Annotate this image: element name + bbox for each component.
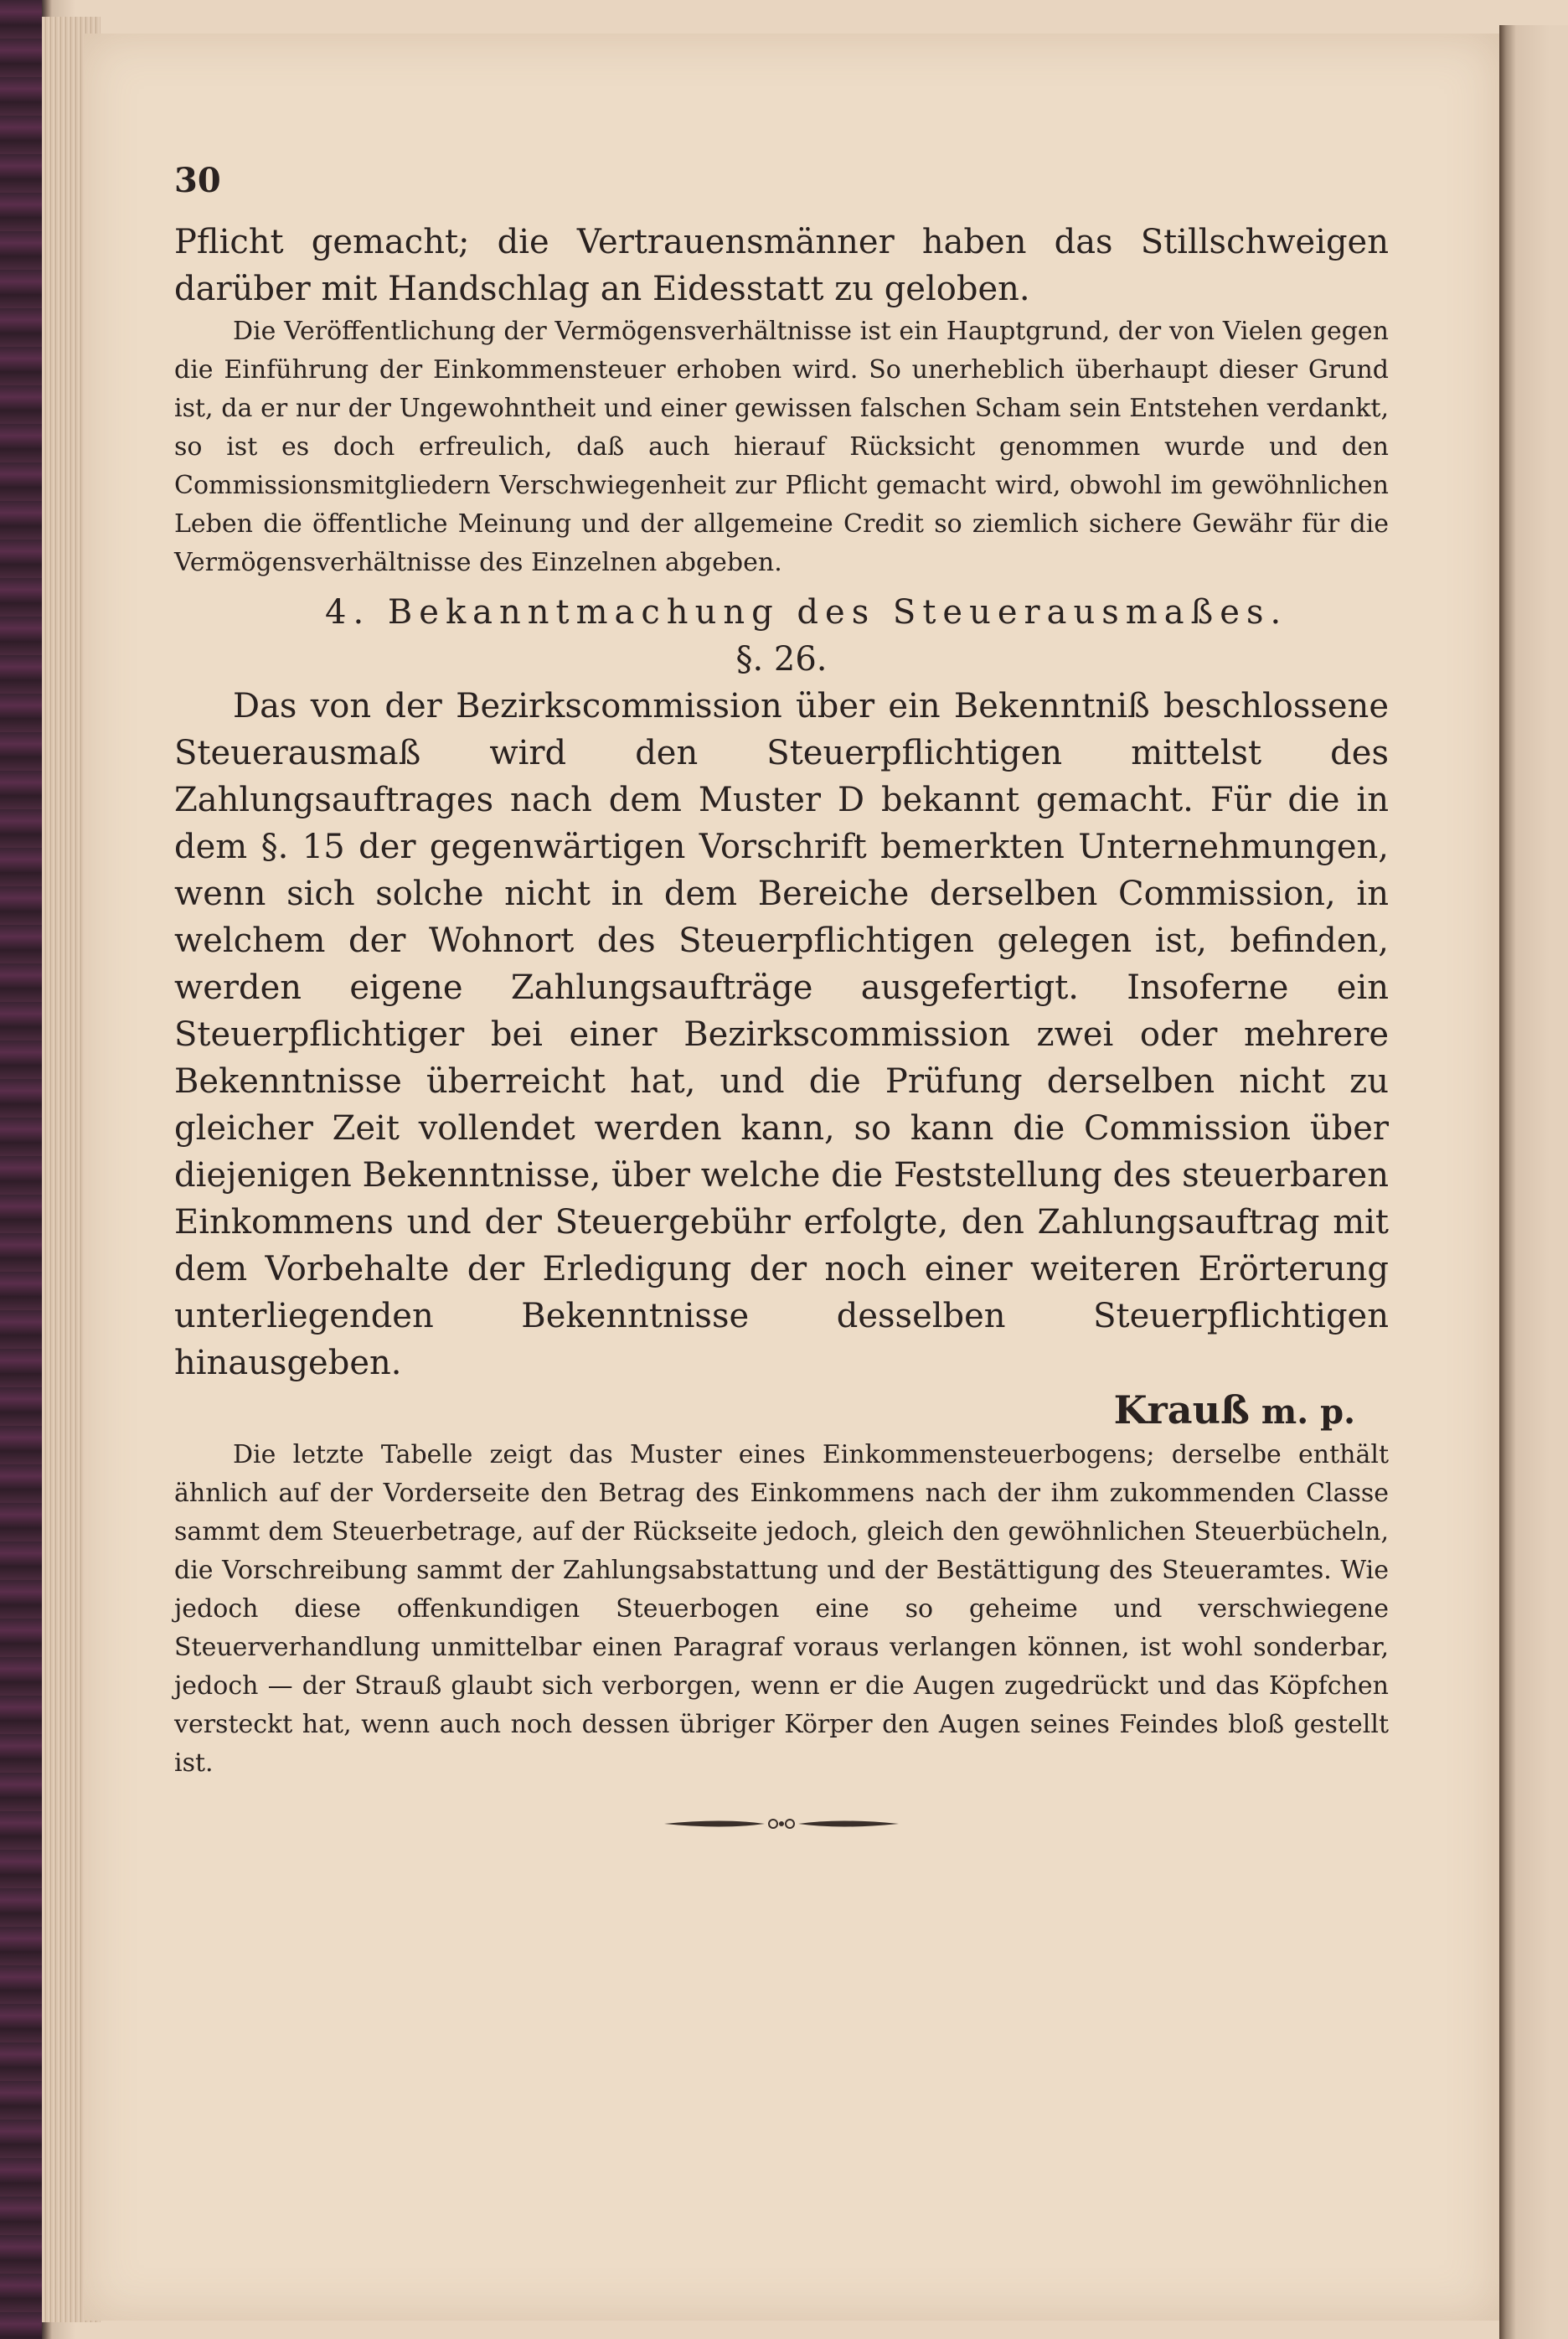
signature-suffix: m. p. [1261,1392,1355,1432]
section-number: §. 26. [735,640,828,679]
paragraph-section-26: Das von der Bezirkscommission über ein Bekenntniß beschlossene Steuerausmaß wird den Steuerpflichtigen mittelst des Zahlungsauftrages nach dem Muster D bekannt gemacht. Für die in dem §. 15 der gegenwärtigen Vorschrift bemerkten Unternehmungen, wenn sich solche nicht in dem Bereiche derselben Commission, in welchem der Wohnort des Steuerpflichtigen gelegen ist, befinden, werden eigene Zahlungsaufträge ausgefertigt. Insoferne ein Steuerpflichtiger bei einer Bezirkscommission zwei oder mehrere Bekenntnisse überreicht hat, und die Prüfung derselben nicht zu gleicher Zeit vollendet werden kann, so kann die Commission über diejenigen Bekenntnisse, über welche die Feststellung des steuerbaren Einkommens und der Steuergebühr erfolgte, den Zahlungsauftrag mit dem Vorbehalte der Erledigung der noch einer weiteren Erörterung unterliegenden Bekenntnisse desselben Steuerpflichtigen hinausgeben. [174,687,1389,1382]
page-number: 30 [174,161,221,200]
paragraph-continuation: Pflicht gemacht; die Vertrauensmänner haben das Stillschweigen darüber mit Handschlag an Eidesstatt zu geloben. [174,223,1389,308]
footnote-tax-sheet: Die letzte Tabelle zeigt das Muster eines Einkommensteuerbogens; derselbe enthält ähnlich auf der Vorderseite den Betrag des Einkommens nach der ihm zukommenden Classe sammt dem Steuerbetrage, auf der Rückseite jedoch, gleich den gewöhnlichen Steuerbücheln, die Vorschreibung sammt der Zahlungsabstattung und der Bestättigung des Steueramtes. Wie jedoch diese offenkundigen Steuerbogen eine so geheime und verschwiegene Steuerverhandlung unmittelbar einen Paragraf voraus verlangen können, ist wohl sonderbar, jedoch — der Strauß glaubt sich verborgen, wenn er die Augen zugedrückt und das Köpfchen versteckt hat, wenn auch noch dessen übriger Körper den Augen seines Feindes bloß gestellt ist. [174,1440,1389,1778]
footnote-publication: Die Veröffentlichung der Vermögensverhältnisse ist ein Hauptgrund, der von Vielen gegen die Einführung der Einkommensteuer erhoben wird. So unerheblich überhaupt dieser Grund ist, da er nur der Ungewohntheit und einer gewissen falschen Scham sein Entstehen verdankt, so ist es doch erfreulich, daß auch hierauf Rücksicht genommen wurde und den Commissionsmitgliedern Verschwiegenheit zur Pflicht gemacht wird, obwohl im gewöhnlichen Leben die öffentliche Meinung und der allgemeine Credit so ziemlich sichere Gewähr für die Vermögensverhältnisse des Einzelnen abgeben. [174,317,1389,577]
book-binding [0,0,42,2339]
flourish-icon [656,1811,907,1836]
signature-name: Krauß [1113,1387,1250,1433]
facing-page-edge [1499,25,1568,2339]
ornament-divider [174,1811,1389,1836]
signature-line [174,1386,1389,1436]
section-heading: 4. Bekanntmachung des Steuerausmaßes. [325,593,1288,632]
page-text [174,161,1389,1836]
signature [1114,1386,1355,1436]
